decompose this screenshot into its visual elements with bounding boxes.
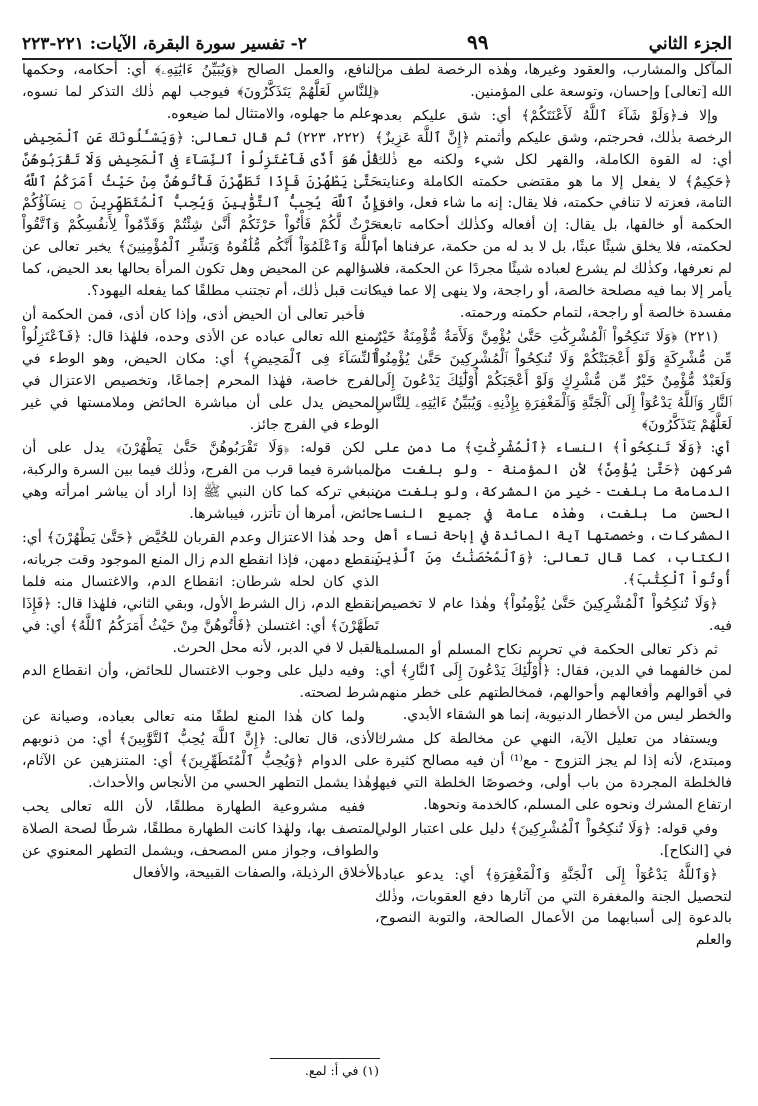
paragraph: ﴿وَٱللَّهُ يَدْعُوٓاْ إِلَى ٱلْجَنَّةِ وَٱلْمَغْفِرَةِ﴾ أي: يدعو عباده لتحصيل الجنة والمغفرة التي من آثارها دفع العقوبات، وذٰلك بالدعوة إلى أسبابهما من الأعمال الصالحة، والتوبة النصوح، والعلم [375,866,732,949]
paragraph: وحد هٰذا الاعتزال وعدم القربان للحُيَّض ﴿حَتَّىٰ يَطْهُرْنَ﴾ أي: ينقطع دمهن، فإذا انقطع الدم زال المنع الموجود وقت جريانه، الذي كان لحله شرطان: انقطاع الدم، والاغتسال منه فلما انقطع الدم، زال الشرط الأول، وبقي الثاني، فلهٰذا قال: ﴿فَإِذَا تَطَهَّرْنَ﴾ أي: اغتسلن ﴿فَأْتُوهُنَّ مِنْ حَيْثُ أَمَرَكُمُ ٱللَّهُ﴾ أي: في القبل لا في الدبر، لأنه محل الحرث. [22,530,379,656]
volume-label: الجزء الثاني [648,34,732,54]
paragraph: (٢٢٢، ٢٢٣) ثم قال تعالى: ﴿وَيَسْـَٔلُونَكَ عَنِ ٱلْمَحِيضِ قُلْ هُوَ أَذًى فَٱعْتَزِلُواْ ٱلنِّسَآءَ فِى ٱلْمَحِيضِ وَلَا تَقْرَبُوهُنَّ حَتَّىٰ يَطْهُرْنَ فَإِذَا تَطَهَّرْنَ فَأْتُوهُنَّ مِنْ حَيْثُ أَمَرَكُمُ ٱللَّهُ إِنَّ ٱللَّهَ يُحِبُّ ٱلتَّوَّٰبِينَ وَيُحِبُّ ٱلْمُتَطَهِّرِينَ ۝ نِسَآؤُكُمْ حَرْثٌ لَّكُمْ فَأْتُواْ حَرْثَكُمْ أَنَّىٰ شِئْتُمْ وَقَدِّمُواْ لِأَنفُسِكُمْ وَٱتَّقُواْ ٱللَّهَ وَٱعْلَمُوٓاْ أَنَّكُم مُّلَٰقُوهُ وَبَشِّرِ ٱلْمُؤْمِنِينَ﴾ يخبر تعالى عن سؤالهم عن المحيض وهل تكون المرأة بحالها بعد الحيض، كما كانت قبل ذٰلك، أم تجتنب مطلقًا كما يفعله اليهود؟. [22,129,379,300]
paragraph: ففيه مشروعية الطهارة مطلقًا، لأن الله تعالى يحب المتصف بها، ولهٰذا كانت الطهارة مطلقًا، شرطًا لصحة الصلاة والطواف، وجواز مس المصحف، ويشمل التطهر المعنوي عن الأخلاق الرذيلة، والصفات القبيحة، والأفعال [22,798,379,881]
page-header [22,20,732,60]
paragraph: وفي قوله: ﴿وَلَا تُنكِحُواْ ٱلْمُشْرِكِينَ﴾ دليل على اعتبار الولي في [النكاح]. [375,820,732,859]
right-column [375,60,732,954]
paragraph: ثم ذكر تعالى الحكمة في تحريم نكاح المسلم أو المسلمة لمن خالفهما في الدين، فقال: ﴿أُوْلَٰٓئِكَ يَدْعُونَ إِلَى ٱلنَّارِ﴾ أي: في أقوالهم وأفعالهم وأحوالهم، فمخالطتهم على خطر منهم، والخطر ليس من الأخطار الدنيوية، إنما هو الشقاء الأبدي. [375,641,732,724]
paragraph: ويستفاد من تعليل الآية، النهي عن مخالطة كل مشرك ومبتدع، لأنه إذا لم يجز التزوج - مع⁽¹⁾ أن فيه مصالح كثيرة - فالخلطة المجردة من باب أولى، وخصوصًا الخلطة التي فيها ارتفاع المشرك ونحوه على المسلم، كالخدمة ونحوها. [375,731,732,813]
paragraph: (٢٢١) ﴿وَلَا تَنكِحُواْ ٱلْمُشْرِكَٰتِ حَتَّىٰ يُؤْمِنَّ وَلَأَمَةٌ مُّؤْمِنَةٌ خَيْرٌ مِّن مُّشْرِكَةٍ وَلَوْ أَعْجَبَتْكُمْ وَلَا تُنكِحُواْ ٱلْمُشْرِكِينَ حَتَّىٰ يُؤْمِنُواْ وَلَعَبْدٌ مُّؤْمِنٌ خَيْرٌ مِّن مُّشْرِكٍ وَلَوْ أَعْجَبَكُمْ أُوْلَٰٓئِكَ يَدْعُونَ إِلَى ٱلنَّارِ وَٱللَّهُ يَدْعُوٓاْ إِلَى ٱلْجَنَّةِ وَٱلْمَغْفِرَةِ بِإِذْنِهِۦ وَيُبَيِّنُ ءَايَٰتِهِۦ لِلنَّاسِ لَعَلَّهُمْ يَتَذَكَّرُونَ﴾ [375,328,732,433]
section-title: ٢- تفسير سورة البقرة، الآيات: ٢٢١-٢٢٣ [22,34,307,54]
paragraph: ولما كان هٰذا المنع لطفًا منه تعالى بعباده، وصيانة عن الأذى، قال تعالى: ﴿إِنَّ ٱللَّهَ يُحِبُّ ٱلتَّوَّٰبِينَ﴾ أي: من ذنوبهم على الدوام ﴿وَيُحِبُّ ٱلْمُتَطَهِّرِينَ﴾ أي: المتنزهين عن الآثام، وهٰذا يشمل التطهر الحسي من الأنجاس والأحداث. [22,709,379,791]
footnote-divider [270,1058,380,1059]
paragraph: المآكل والمشارب، والعقود وغيرها، وهٰذه الرخصة لطف من الله [تعالى] وإحسان، وتوسعة على المؤمنين. [375,62,732,100]
paragraph: وإلا فـ﴿وَلَوْ شَآءَ ٱللَّهُ لَأَعْنَتَكُمْ﴾ أي: شق عليكم بعدم الرخصة بذٰلك، فحرجتم، وشق عليكم وأثمتم ﴿إِنَّ ٱللَّهَ عَزِيزٌ﴾ أي: له القوة الكاملة، والقهر لكل شيء ولكنه مع ذٰلك ﴿حَكِيمٌ﴾ لا يفعل إلا ما هو مقتضى حكمته الكاملة وعنايته التامة، فعزته لا تنافي حكمته، فلا يقال: إنه ما شاء فعل، وافق الحكمة أو خالفها، بل يقال: إن أفعاله وكذٰلك أحكامه تابعة لحكمته، فلا يخلق شيئًا عبثًا، بل لا بد له من حكمة، عرفناها أم لم نعرفها، وكذٰلك لم يشرع لعباده شيئًا مجردًا عن الحكمة، فلا يأمر إلا بما فيه مصلحة خالصة، أو راجحة، ولا ينهى إلا عما فيه مفسدة خالصة أو راجحة، لتمام حكمته ورحمته. [374,107,732,321]
paragraph: وفيه دليل على وجوب الاغتسال للحائض، وأن انقطاع الدم شرط لصحته. [22,663,379,702]
page-number: ٩٩ [467,30,489,54]
paragraph: النافع، والعمل الصالح ﴿وَيُبَيِّنُ ءَايَٰتِهِۦ﴾ أي: أحكامه، وحكمها ﴿لِلنَّاسِ لَعَلَّهُمْ يَتَذَكَّرُونَ﴾ فيوجب لهم ذٰلك التذكر لما نسوه، وعلم ما جهلوه، والامتثال لما ضيعوه. [22,62,379,122]
paragraph: فأخبر تعالى أن الحيض أذى، وإذا كان أذى، فمن الحكمة أن يمنع الله تعالى عباده عن الأذى وحده، فلهٰذا قال: ﴿فَٱعْتَزِلُواْ ٱلنِّسَآءَ فِى ٱلْمَحِيضِ﴾ أي: مكان الحيض، وهو الوطء في الفرج خاصة، فهٰذا المحرم إجماعًا، وتخصيص الاعتزال في المحيض يدل على أن مباشرة الحائض وملامستها في غير الوطء في الفرج جائز. [22,306,379,433]
footnote: (١) في أ: لمع. [304,1063,379,1078]
paragraph: ﴿وَلَا تُنكِحُواْ ٱلْمُشْرِكِينَ حَتَّىٰ يُؤْمِنُواْ﴾ وهٰذا عام لا تخصيص فيه. [375,595,732,634]
paragraph: لكن قوله: ﴿وَلَا تَقْرَبُوهُنَّ حَتَّىٰ يَطْهُرْنَ﴾ يدل على أن المباشرة فيما قرب من الفرج، وذٰلك فيما بين السرة والركبة، ينبغي تركه كما كان النبي ﷺ إذا أراد أن يباشر امرأته وهي حائض، أمرها أن تأتزر، فيباشرها. [22,440,379,523]
paragraph: أي: ﴿وَلَا تَنكِحُواْ﴾ النساء ﴿ٱلْمُشْرِكَٰتِ﴾ ما دمن على شركهن ﴿حَتَّىٰ يُؤْمِنَّ﴾ لأن المؤمنة - ولو بلغت من الدمامة ما بلغت - خير من المشركة، ولو بلغت من الحسن ما بلغت، وهٰذه عامة في جميع النساء المشركات، وخصصتها آية المائدة في إباحة نساء أهل الكتاب، كما قال تعالى: ﴿وَٱلْمُحْصَنَٰتُ مِنَ ٱلَّذِينَ أُوتُواْ ٱلْكِتَٰبَ﴾. [375,440,732,588]
left-column [22,60,379,887]
